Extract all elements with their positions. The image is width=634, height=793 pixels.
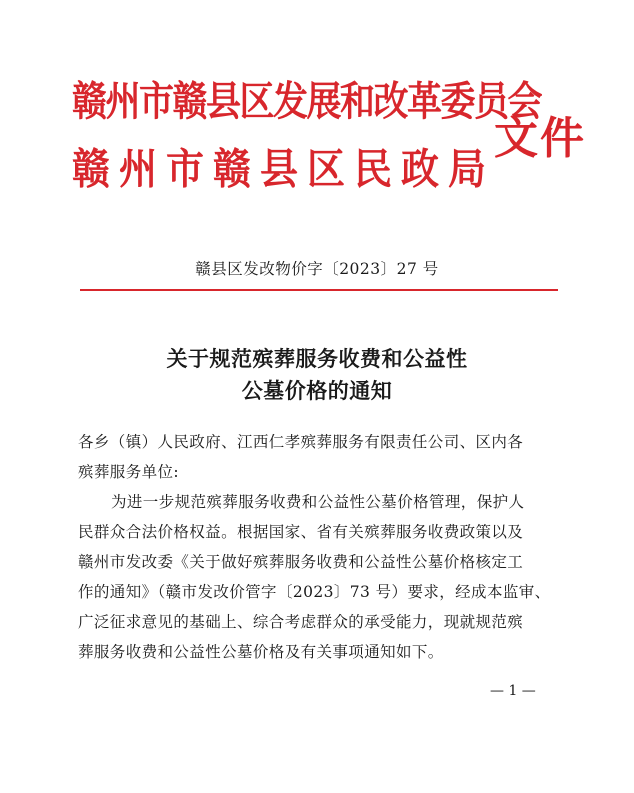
issuing-authority-2: 赣州市赣县区民政局 bbox=[72, 143, 496, 194]
paragraph-line: 为进一步规范殡葬服务收费和公益性公墓价格管理，保护人 bbox=[111, 493, 525, 511]
document-title-line-2: 公墓价格的通知 bbox=[241, 378, 393, 403]
document-number: 赣县区发改物价字〔2023〕27 号 bbox=[195, 260, 439, 278]
paragraph-line: 作的通知》（赣市发改价管字〔2023〕73 号）要求，经成本监审、 bbox=[78, 583, 551, 601]
paragraph-line: 民群众合法价格权益。根据国家、省有关殡葬服务收费政策以及 bbox=[78, 523, 524, 541]
body-paragraph-1 bbox=[78, 487, 558, 667]
addressee-line-1: 各乡（镇）人民政府、江西仁孝殡葬服务有限责任公司、区内各 bbox=[78, 433, 524, 451]
addressee-line-2: 殡葬服务单位: bbox=[78, 463, 180, 481]
addressee-block bbox=[78, 427, 558, 487]
document-title-line-1: 关于规范殡葬服务收费和公益性 bbox=[166, 346, 468, 371]
document-header bbox=[72, 60, 592, 200]
page-number: — 1 — bbox=[490, 683, 536, 699]
red-divider-line bbox=[80, 289, 558, 291]
paragraph-line: 广泛征求意见的基础上、综合考虑群众的承受能力，现就规范殡 bbox=[78, 613, 524, 631]
paragraph-line: 赣州市发改委《关于做好殡葬服务收费和公益性公墓价格核定工 bbox=[78, 553, 524, 571]
document-type-label: 文件 bbox=[494, 113, 586, 164]
paragraph-line: 葬服务收费和公益性公墓价格及有关事项通知如下。 bbox=[78, 643, 444, 661]
issuing-authority-1: 赣州市赣县区发展和改革委员会 bbox=[72, 78, 542, 126]
